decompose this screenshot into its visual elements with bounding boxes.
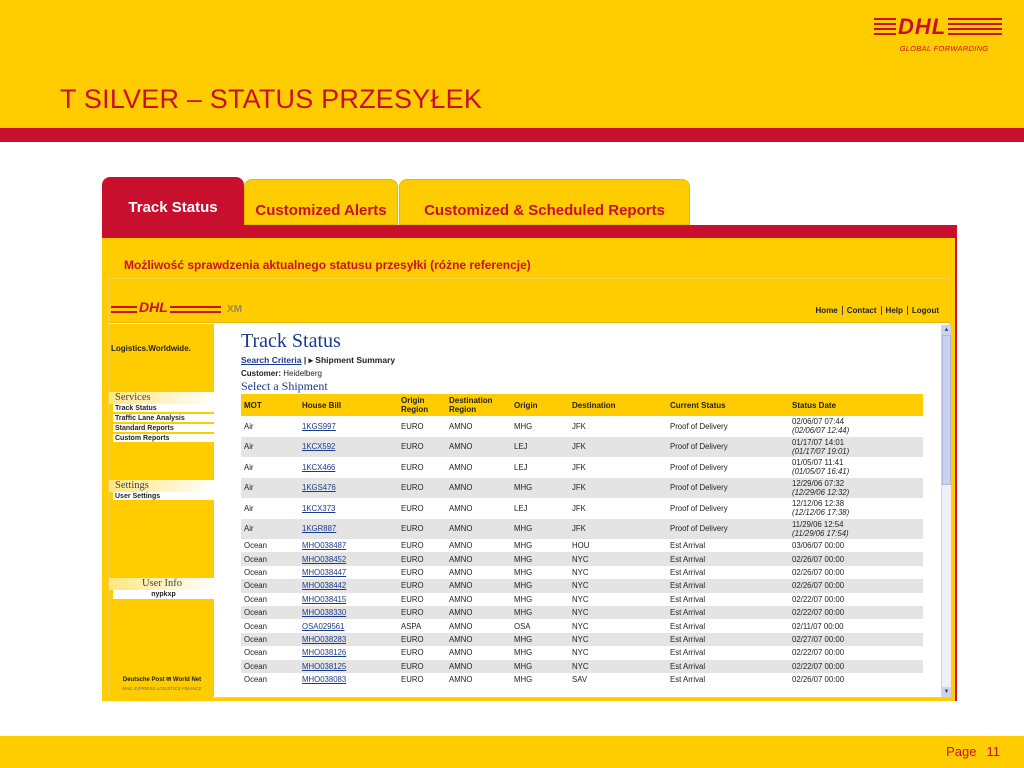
user-name: nypkxp xyxy=(113,590,214,599)
app-dhl-logo xyxy=(111,299,221,317)
cell-status-date xyxy=(789,660,923,673)
cell-status-date xyxy=(789,566,923,579)
status-date-local: 12/29/06 07:32 xyxy=(792,478,845,488)
col-house-bill[interactable]: House Bill xyxy=(299,394,398,416)
cell-mot: Ocean xyxy=(241,673,299,686)
cell-origin: MHG xyxy=(511,673,569,686)
table-row[interactable] xyxy=(241,660,923,673)
left-nav xyxy=(109,324,215,698)
cell-current-status: Est Arrival xyxy=(667,566,789,579)
header-red-band xyxy=(0,128,1024,142)
app-screenshot xyxy=(108,278,950,698)
cell-mot: Ocean xyxy=(241,579,299,592)
cell-current-status: Proof of Delivery xyxy=(667,519,789,540)
status-date-local: 02/22/07 00:00 xyxy=(792,648,845,658)
cell-destination-region: AMNO xyxy=(446,498,511,519)
cell-destination-region: AMNO xyxy=(446,519,511,540)
cell-origin-region: EURO xyxy=(398,593,446,606)
cell-destination-region: AMNO xyxy=(446,593,511,606)
cell-house-bill[interactable]: MHO038487 xyxy=(299,539,398,552)
status-date-local: 01/05/07 11:41 xyxy=(792,458,844,468)
status-date-local: 02/22/07 00:00 xyxy=(792,661,845,671)
cell-house-bill[interactable]: 1KGS997 xyxy=(299,416,398,437)
cell-destination: NYC xyxy=(569,619,667,632)
cell-house-bill[interactable]: MHO038452 xyxy=(299,552,398,565)
cell-mot: Ocean xyxy=(241,552,299,565)
status-date-utc: (11/29/06 17:54) xyxy=(792,528,849,538)
cell-mot: Ocean xyxy=(241,619,299,632)
cell-current-status: Est Arrival xyxy=(667,606,789,619)
breadcrumb-separator: | xyxy=(303,355,307,365)
cell-destination-region: AMNO xyxy=(446,579,511,592)
cell-house-bill[interactable]: MHO038415 xyxy=(299,593,398,606)
cell-status-date xyxy=(789,539,923,552)
cell-destination: HOU xyxy=(569,539,667,552)
cell-status-date xyxy=(789,416,923,437)
status-date-utc: (02/06/07 12:44) xyxy=(792,426,850,436)
cell-status-date xyxy=(789,579,923,592)
cell-destination-region: AMNO xyxy=(446,606,511,619)
status-date-local: 02/27/07 00:00 xyxy=(792,634,845,644)
cell-current-status: Est Arrival xyxy=(667,552,789,565)
cell-house-bill[interactable]: 1KCX466 xyxy=(299,457,398,478)
cell-house-bill[interactable]: MHO038330 xyxy=(299,606,398,619)
cell-origin-region: EURO xyxy=(398,566,446,579)
cell-origin-region: EURO xyxy=(398,552,446,565)
cell-current-status: Proof of Delivery xyxy=(667,437,789,458)
cell-destination-region: AMNO xyxy=(446,633,511,646)
cell-house-bill[interactable]: 1KGR887 xyxy=(299,519,398,540)
cell-status-date xyxy=(789,646,923,659)
page-title: Track Status xyxy=(241,330,341,352)
cell-current-status: Est Arrival xyxy=(667,633,789,646)
nav-item-track-status[interactable]: Track Status xyxy=(113,404,214,413)
cell-origin: OSA xyxy=(511,619,569,632)
cell-origin: MHG xyxy=(511,660,569,673)
cell-origin-region: EURO xyxy=(398,457,446,478)
table-row[interactable] xyxy=(241,519,923,540)
link-contact[interactable]: Contact xyxy=(842,306,881,315)
scroll-up-icon[interactable]: ▲ xyxy=(943,327,950,333)
cell-status-date xyxy=(789,619,923,632)
cell-origin: MHG xyxy=(511,606,569,619)
scroll-thumb[interactable] xyxy=(942,335,951,485)
cell-origin: LEJ xyxy=(511,498,569,519)
col-origin-region[interactable]: Origin Region xyxy=(398,394,446,416)
services-heading: Services xyxy=(109,392,215,404)
cell-house-bill[interactable]: 1KGS476 xyxy=(299,478,398,499)
cell-mot: Ocean xyxy=(241,593,299,606)
table-row[interactable] xyxy=(241,437,923,458)
tab-customized-alerts[interactable]: Customized Alerts xyxy=(244,179,398,225)
link-home[interactable]: Home xyxy=(815,306,838,315)
cell-origin: MHG xyxy=(511,416,569,437)
cell-mot: Ocean xyxy=(241,566,299,579)
cell-current-status: Proof of Delivery xyxy=(667,416,789,437)
cell-destination: NYC xyxy=(569,579,667,592)
slide-footer xyxy=(0,736,1024,768)
cell-current-status: Est Arrival xyxy=(667,619,789,632)
app-logo-wordmark: DHL xyxy=(139,299,168,315)
user-info-heading: User Info xyxy=(109,578,215,590)
cell-origin: MHG xyxy=(511,552,569,565)
cell-house-bill[interactable]: MHO038126 xyxy=(299,646,398,659)
main-content xyxy=(217,324,951,698)
cell-status-date xyxy=(789,498,923,519)
cell-destination: NYC xyxy=(569,566,667,579)
col-mot[interactable]: MOT xyxy=(241,394,299,416)
page-value: 11 xyxy=(986,744,1000,759)
cell-house-bill[interactable]: MHO038442 xyxy=(299,579,398,592)
cell-current-status: Proof of Delivery xyxy=(667,498,789,519)
cell-status-date xyxy=(789,673,923,686)
cell-destination-region: AMNO xyxy=(446,619,511,632)
cell-house-bill[interactable]: MHO038125 xyxy=(299,660,398,673)
cell-status-date xyxy=(789,437,923,458)
shipment-table xyxy=(241,394,923,686)
page-number xyxy=(936,744,1000,759)
cell-current-status: Proof of Delivery xyxy=(667,478,789,499)
col-destination-region[interactable]: Destination Region xyxy=(446,394,511,416)
table-row[interactable] xyxy=(241,566,923,579)
cell-destination: JFK xyxy=(569,416,667,437)
nav-item-custom-reports[interactable]: Custom Reports xyxy=(113,434,214,443)
table-row[interactable] xyxy=(241,619,923,632)
cell-destination-region: AMNO xyxy=(446,416,511,437)
cell-destination-region: AMNO xyxy=(446,660,511,673)
cell-destination-region: AMNO xyxy=(446,437,511,458)
cell-mot: Air xyxy=(241,519,299,540)
status-date-local: 01/17/07 14:01 xyxy=(792,437,845,447)
cell-destination-region: AMNO xyxy=(446,552,511,565)
cell-destination-region: AMNO xyxy=(446,478,511,499)
cell-mot: Air xyxy=(241,457,299,478)
cell-origin-region: EURO xyxy=(398,437,446,458)
cell-destination: JFK xyxy=(569,519,667,540)
cell-house-bill[interactable]: MHO038083 xyxy=(299,673,398,686)
table-row[interactable] xyxy=(241,416,923,437)
cell-current-status: Est Arrival xyxy=(667,673,789,686)
cell-destination-region: AMNO xyxy=(446,457,511,478)
app-top-links xyxy=(812,306,943,315)
status-date-utc: (12/29/06 12:32) xyxy=(792,487,850,497)
cell-origin-region: EURO xyxy=(398,633,446,646)
cell-mot: Air xyxy=(241,416,299,437)
cell-house-bill[interactable]: MHO038447 xyxy=(299,566,398,579)
cell-destination-region: AMNO xyxy=(446,673,511,686)
status-date-local: 12/12/06 12:38 xyxy=(792,499,845,509)
cell-origin-region: EURO xyxy=(398,478,446,499)
breadcrumb xyxy=(241,355,395,366)
cell-origin-region: EURO xyxy=(398,498,446,519)
deutsche-post-logo: Deutsche Post ✉ World Net xyxy=(122,677,202,683)
cell-destination: NYC xyxy=(569,552,667,565)
settings-heading: Settings xyxy=(109,480,215,492)
cell-current-status: Est Arrival xyxy=(667,579,789,592)
cell-mot: Air xyxy=(241,478,299,499)
breadcrumb-arrow-icon: ▸ xyxy=(308,355,313,365)
cell-current-status: Proof of Delivery xyxy=(667,457,789,478)
cell-destination: JFK xyxy=(569,457,667,478)
cell-origin-region: EURO xyxy=(398,539,446,552)
status-date-local: 02/26/07 00:00 xyxy=(792,581,845,591)
cell-origin: MHG xyxy=(511,539,569,552)
table-row[interactable] xyxy=(241,579,923,592)
cell-origin-region: EURO xyxy=(398,660,446,673)
table-row[interactable] xyxy=(241,593,923,606)
cell-status-date xyxy=(789,633,923,646)
cell-origin: LEJ xyxy=(511,437,569,458)
cell-destination: NYC xyxy=(569,660,667,673)
panel-description: Możliwość sprawdzenia aktualnego statusu przesyłki (różne referencje) xyxy=(124,258,531,272)
cell-status-date xyxy=(789,606,923,619)
deutsche-post-subtitle: MAIL EXPRESS LOGISTICS FINANCE xyxy=(122,686,202,691)
cell-origin: MHG xyxy=(511,593,569,606)
nav-item-traffic-lane-analysis[interactable]: Traffic Lane Analysis xyxy=(113,414,214,423)
cell-house-bill[interactable]: 1KCX373 xyxy=(299,498,398,519)
status-date-local: 02/26/07 00:00 xyxy=(792,567,845,577)
cell-destination-region: AMNO xyxy=(446,646,511,659)
cell-origin: MHG xyxy=(511,519,569,540)
cell-origin-region: EURO xyxy=(398,579,446,592)
cell-current-status: Est Arrival xyxy=(667,660,789,673)
cell-current-status: Est Arrival xyxy=(667,539,789,552)
nav-item-user-settings[interactable]: User Settings xyxy=(113,492,214,501)
status-date-local: 11/29/06 12:54 xyxy=(792,519,844,529)
cell-status-date xyxy=(789,478,923,499)
status-date-local: 02/22/07 00:00 xyxy=(792,594,845,604)
col-destination[interactable]: Destination xyxy=(569,394,667,416)
cell-house-bill[interactable]: OSA029561 xyxy=(299,619,398,632)
table-row[interactable] xyxy=(241,673,923,686)
status-date-local: 02/26/07 00:00 xyxy=(792,675,845,685)
status-date-local: 02/06/07 07:44 xyxy=(792,417,845,427)
cell-current-status: Est Arrival xyxy=(667,593,789,606)
table-row[interactable] xyxy=(241,606,923,619)
scroll-down-icon[interactable]: ▼ xyxy=(943,689,950,695)
status-date-local: 02/22/07 00:00 xyxy=(792,608,845,618)
cell-status-date xyxy=(789,593,923,606)
cell-origin: MHG xyxy=(511,566,569,579)
customer-value: Heidelberg xyxy=(283,369,322,378)
nav-tagline: Logistics.Worldwide. xyxy=(111,344,191,353)
table-row[interactable] xyxy=(241,646,923,659)
slide-title: T SILVER – STATUS PRZESYŁEK xyxy=(60,84,483,114)
logo-wordmark: DHL xyxy=(898,14,947,39)
cell-origin: LEJ xyxy=(511,457,569,478)
customer-line xyxy=(241,369,322,378)
col-origin[interactable]: Origin xyxy=(511,394,569,416)
select-shipment-heading: Select a Shipment xyxy=(241,379,328,393)
cell-origin: MHG xyxy=(511,646,569,659)
cell-mot: Ocean xyxy=(241,606,299,619)
cell-destination-region: AMNO xyxy=(446,566,511,579)
tab-panel xyxy=(102,225,957,701)
cell-origin-region: EURO xyxy=(398,519,446,540)
cell-mot: Air xyxy=(241,437,299,458)
cell-house-bill[interactable]: MHO038283 xyxy=(299,633,398,646)
cell-origin-region: EURO xyxy=(398,416,446,437)
cell-origin: MHG xyxy=(511,478,569,499)
customer-label: Customer: xyxy=(241,369,282,378)
cell-status-date xyxy=(789,457,923,478)
cell-destination: NYC xyxy=(569,633,667,646)
table-row[interactable] xyxy=(241,478,923,499)
table-row[interactable] xyxy=(241,633,923,646)
cell-destination: SAV xyxy=(569,673,667,686)
cell-destination: NYC xyxy=(569,646,667,659)
status-date-utc: (12/12/06 17:38) xyxy=(792,508,850,518)
cell-origin-region: EURO xyxy=(398,646,446,659)
dhl-logo xyxy=(874,14,1002,53)
vertical-scrollbar[interactable] xyxy=(941,325,951,697)
logo-subtitle: GLOBAL FORWARDING xyxy=(899,44,989,53)
table-row[interactable] xyxy=(241,498,923,519)
cell-origin: MHG xyxy=(511,633,569,646)
cell-mot: Ocean xyxy=(241,646,299,659)
cell-status-date xyxy=(789,552,923,565)
table-row[interactable] xyxy=(241,539,923,552)
tab-track-status[interactable]: Track Status xyxy=(102,177,244,227)
link-logout[interactable]: Logout xyxy=(907,306,943,315)
app-header xyxy=(109,279,951,323)
cell-destination: NYC xyxy=(569,593,667,606)
cell-destination: JFK xyxy=(569,437,667,458)
cell-mot: Air xyxy=(241,498,299,519)
cell-mot: Ocean xyxy=(241,633,299,646)
status-date-utc: (01/05/07 16:41) xyxy=(792,467,850,477)
table-row[interactable] xyxy=(241,457,923,478)
status-date-local: 03/06/07 00:00 xyxy=(792,541,845,551)
cell-mot: Ocean xyxy=(241,539,299,552)
cell-status-date xyxy=(789,519,923,540)
breadcrumb-current: Shipment Summary xyxy=(315,355,396,365)
status-date-local: 02/11/07 00:00 xyxy=(792,621,844,631)
cell-origin-region: ASPA xyxy=(398,619,446,632)
nav-item-standard-reports[interactable]: Standard Reports xyxy=(113,424,214,433)
cell-destination: JFK xyxy=(569,478,667,499)
cell-mot: Ocean xyxy=(241,660,299,673)
cell-destination: NYC xyxy=(569,606,667,619)
cell-origin: MHG xyxy=(511,579,569,592)
app-product-name: XM xyxy=(227,304,242,315)
tab-customized-scheduled-reports[interactable]: Customized & Scheduled Reports xyxy=(399,179,690,225)
cell-origin-region: EURO xyxy=(398,673,446,686)
cell-destination-region: AMNO xyxy=(446,539,511,552)
cell-current-status: Est Arrival xyxy=(667,646,789,659)
table-header-row xyxy=(241,394,923,416)
breadcrumb-search-criteria[interactable]: Search Criteria xyxy=(241,355,302,365)
page-label: Page xyxy=(946,744,977,759)
cell-destination: JFK xyxy=(569,498,667,519)
link-help[interactable]: Help xyxy=(881,306,907,315)
col-status-date[interactable]: Status Date xyxy=(789,394,923,416)
cell-origin-region: EURO xyxy=(398,606,446,619)
table-row[interactable] xyxy=(241,552,923,565)
col-current-status[interactable]: Current Status xyxy=(667,394,789,416)
status-date-utc: (01/17/07 19:01) xyxy=(792,446,850,456)
cell-house-bill[interactable]: 1KCX592 xyxy=(299,437,398,458)
status-date-local: 02/26/07 00:00 xyxy=(792,554,845,564)
